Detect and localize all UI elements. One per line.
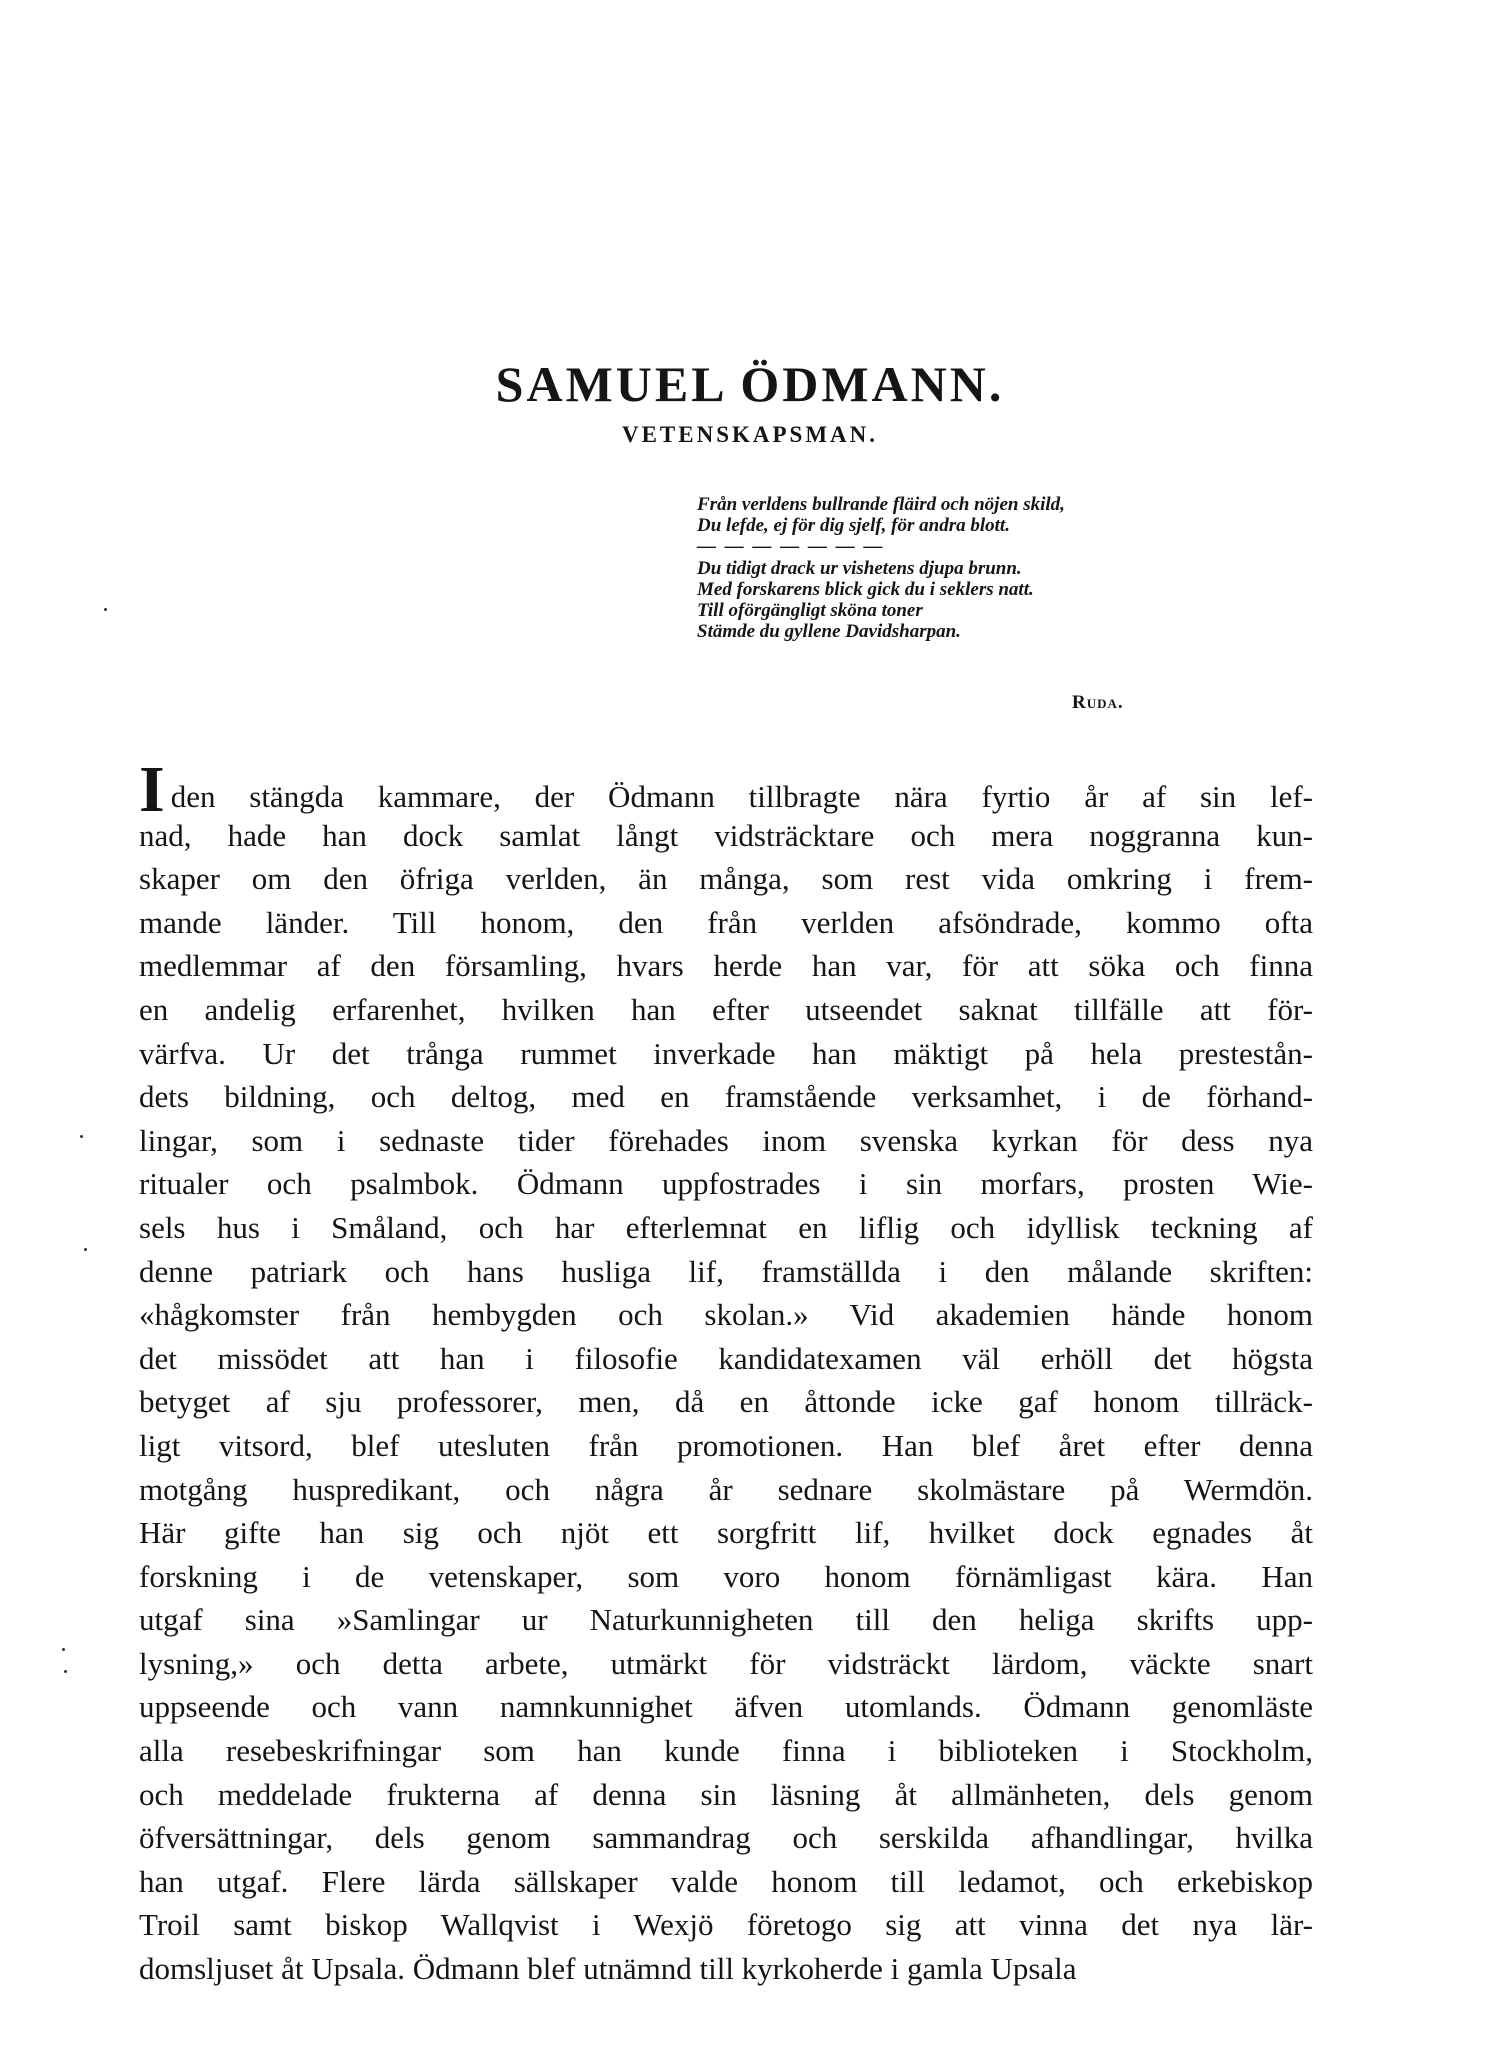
epigraph bbox=[697, 494, 1337, 642]
body-line: medlemmar af den församling, hvars herde han var, för att söka och finna bbox=[139, 948, 1313, 984]
scan-speck bbox=[64, 1670, 67, 1673]
page-title: SAMUEL ÖDMANN. bbox=[495, 356, 1005, 412]
body-line: ritualer och psalmbok. Ödmann uppfostrades i sin morfars, prosten Wie- bbox=[139, 1166, 1313, 1202]
body-line: och meddelade frukterna af denna sin läsning åt allmänheten, dels genom bbox=[139, 1776, 1313, 1812]
body-line: sels hus i Småland, och har efterlemnat en liflig och idyllisk teckning af bbox=[139, 1209, 1313, 1245]
body-line: Här gifte han sig och njöt ett sorgfritt lif, hvilket dock egnades åt bbox=[139, 1515, 1313, 1551]
scan-speck bbox=[62, 1648, 65, 1651]
scan-speck bbox=[80, 1135, 83, 1138]
body-line: öfversättningar, dels genom sammandrag och serskilda afhandlingar, hvilka bbox=[139, 1820, 1313, 1856]
body-line: domsljuset åt Upsala. Ödmann blef utnämnd till kyrkoherde i gamla Upsala bbox=[139, 1951, 1077, 1987]
epigraph-ellipsis-dashes: — — — — — — — bbox=[697, 536, 885, 557]
epigraph-line: Från verldens bullrande fläird och nöjen skild, bbox=[697, 494, 1065, 515]
scan-speck bbox=[104, 608, 107, 611]
body-line: en andelig erfarenhet, hvilken han efter utseendet saknat tillfälle att för- bbox=[139, 991, 1313, 1027]
drop-cap: I bbox=[139, 753, 165, 826]
epigraph-line: Till oförgängligt sköna toner bbox=[697, 600, 923, 621]
body-line: nad, hade han dock samlat långt vidsträcktare och mera noggranna kun- bbox=[139, 817, 1313, 853]
body-line: denne patriark och hans husliga lif, framställda i den målande skriften: bbox=[139, 1253, 1313, 1289]
body-line: det missödet att han i filosofie kandidatexamen väl erhöll det högsta bbox=[139, 1340, 1313, 1376]
body-line-text: den stängda kammare, der Ödmann tillbragte nära fyrtio år af sin lef- bbox=[170, 779, 1313, 814]
body-line: «hågkomster från hembygden och skolan.» Vid akademien hände honom bbox=[139, 1297, 1313, 1333]
body-line: lysning,» och detta arbete, utmärkt för vidsträckt lärdom, väckte snart bbox=[139, 1645, 1313, 1681]
body-line: ligt vitsord, blef utesluten från promotionen. Han blef året efter denna bbox=[139, 1427, 1313, 1463]
body-line: han utgaf. Flere lärda sällskaper valde honom till ledamot, och erkebiskop bbox=[139, 1863, 1313, 1899]
body-line: värfva. Ur det trånga rummet inverkade han mäktigt på hela prestestån- bbox=[139, 1035, 1313, 1071]
body-line: mande länder. Till honom, den från verlden afsöndrade, kommo ofta bbox=[139, 904, 1313, 940]
epigraph-line: Du tidigt drack ur vishetens djupa brunn. bbox=[697, 558, 1022, 579]
body-line: Troil samt biskop Wallqvist i Wexjö företogo sig att vinna det nya lär- bbox=[139, 1907, 1313, 1943]
body-line: dets bildning, och deltog, med en framstående verksamhet, i de förhand- bbox=[139, 1079, 1313, 1115]
body-line: motgång huspredikant, och några år sednare skolmästare på Wermdön. bbox=[139, 1471, 1313, 1507]
body-text bbox=[139, 753, 1313, 1991]
body-line: skaper om den öfriga verlden, än många, som rest vida omkring i frem- bbox=[139, 861, 1313, 897]
body-line: uppseende och vann namnkunnighet äfven utomlands. Ödmann genomläste bbox=[139, 1689, 1313, 1725]
body-line: utgaf sina »Samlingar ur Naturkunnigheten till den heliga skrifts upp- bbox=[139, 1602, 1313, 1638]
epigraph-line: Stämde du gyllene Davidsharpan. bbox=[697, 621, 961, 642]
body-line: lingar, som i sednaste tider förehades inom svenska kyrkan för dess nya bbox=[139, 1122, 1313, 1158]
body-line: forskning i de vetenskaper, som voro honom förnämligast kära. Han bbox=[139, 1558, 1313, 1594]
scan-speck bbox=[84, 1248, 87, 1251]
body-line bbox=[139, 753, 1313, 826]
epigraph-line: Med forskarens blick gick du i seklers natt. bbox=[697, 579, 1034, 600]
body-line: betyget af sju professorer, men, då en åttonde icke gaf honom tillräck- bbox=[139, 1384, 1313, 1420]
page-subtitle: VETENSKAPSMAN. bbox=[621, 422, 879, 447]
epigraph-author: Ruda. bbox=[1072, 692, 1124, 713]
body-line: alla resebeskrifningar som han kunde finna i biblioteken i Stockholm, bbox=[139, 1733, 1313, 1769]
epigraph-line: Du lefde, ej för dig sjelf, för andra blott. bbox=[697, 515, 1010, 536]
